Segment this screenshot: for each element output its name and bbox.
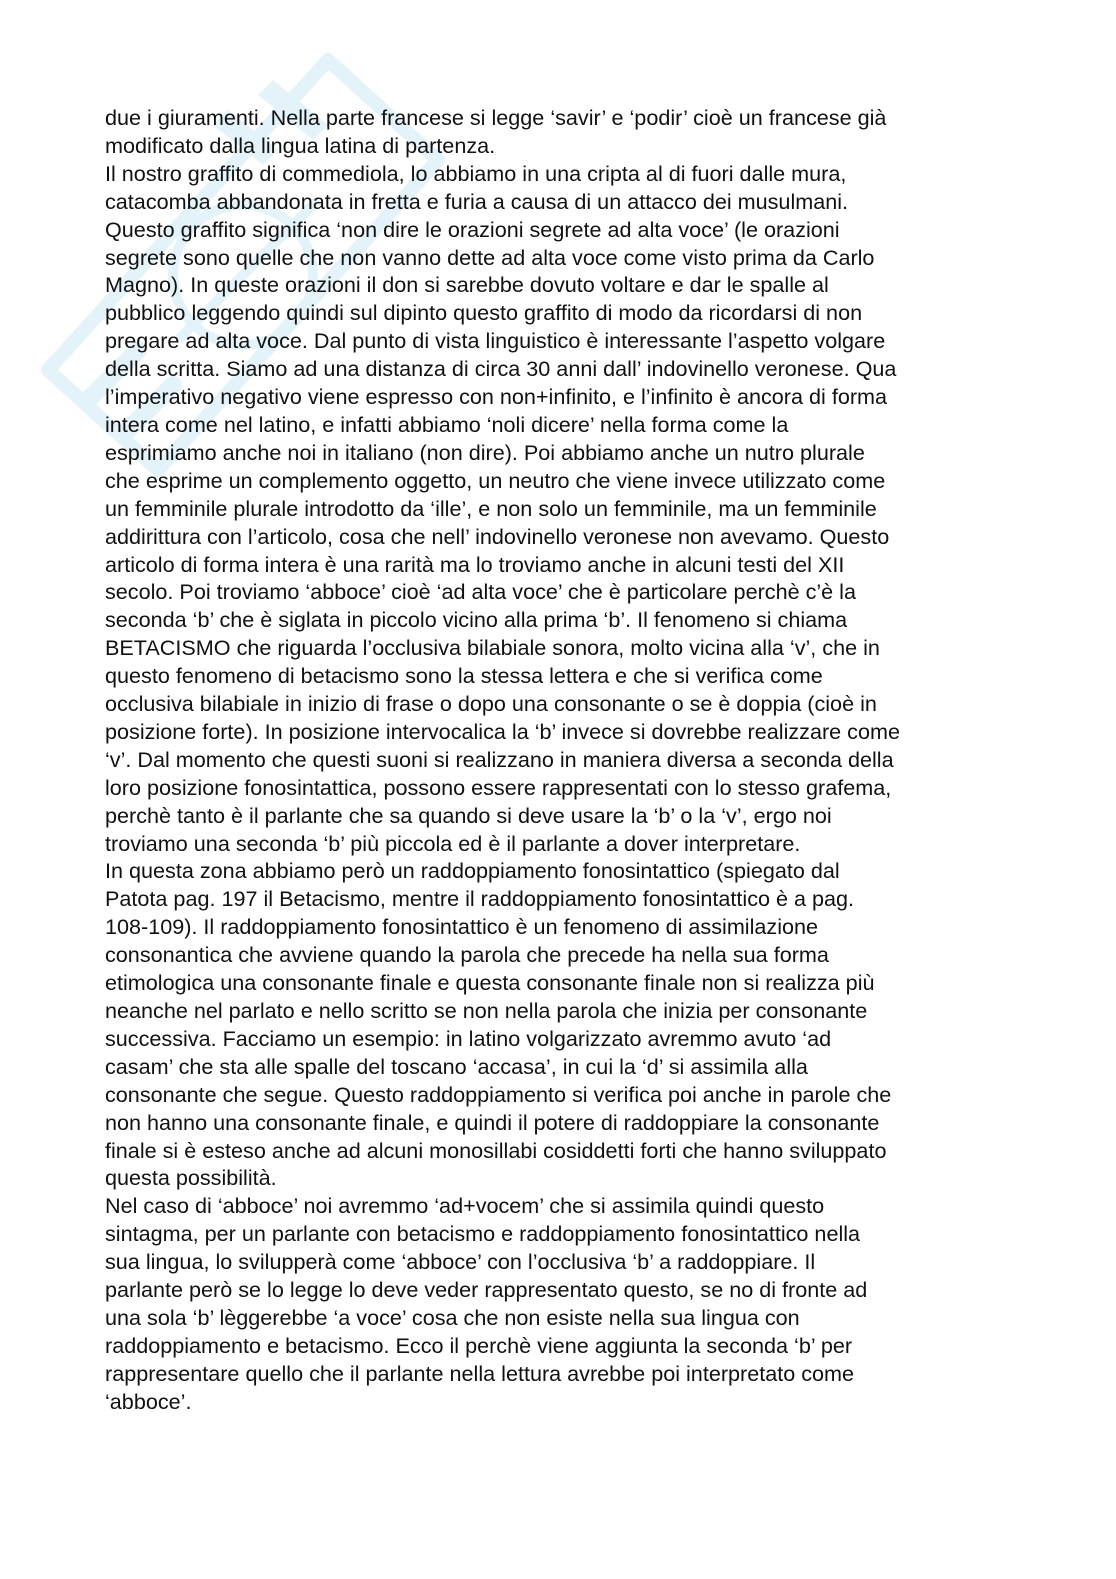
text-line: consonantica che avviene quando la parola che precede ha nella sua forma bbox=[105, 942, 829, 968]
text-line: segrete sono quelle che non vanno dette ad alta voce come visto prima da Carlo bbox=[105, 244, 875, 270]
text-line: Il nostro graffito di commediola, lo abbiamo in una cripta al di fuori dalle mura, bbox=[105, 160, 847, 186]
text-line: intera come nel latino, e infatti abbiamo ‘noli dicere’ nella forma come la bbox=[105, 411, 789, 437]
text-line: occlusiva bilabiale in inizio di frase o dopo una consonante o se è doppia (cioè in bbox=[105, 691, 877, 717]
text-line: consonante che segue. Questo raddoppiamento si verifica poi anche in parole che bbox=[105, 1081, 892, 1107]
text-line: pregare ad alta voce. Dal punto di vista linguistico è interessante l’aspetto volgare bbox=[105, 328, 886, 354]
text-line: Nel caso di ‘abboce’ noi avremmo ‘ad+vocem’ che si assimila quindi questo bbox=[105, 1193, 825, 1219]
text-line: posizione forte). In posizione intervocalica la ‘b’ invece si dovrebbe realizzare come bbox=[105, 718, 900, 744]
text-line: raddoppiamento e betacismo. Ecco il perchè viene aggiunta la seconda ‘b’ per bbox=[105, 1332, 853, 1358]
text-line: neanche nel parlato e nello scritto se non nella parola che inizia per consonante bbox=[105, 998, 868, 1023]
text-line: etimologica una consonante finale e questa consonante finale non si realizza più bbox=[105, 970, 875, 996]
text-line: rappresentare quello che il parlante nella lettura avrebbe poi interpretato come bbox=[105, 1360, 855, 1386]
text-line: Patota pag. 197 il Betacismo, mentre il raddoppiamento fonosintattico è a pag. bbox=[105, 886, 855, 912]
text-line: secolo. Poi troviamo ‘abboce’ cioè ‘ad alta voce’ che è particolare perchè c’è la bbox=[105, 579, 856, 605]
text-line: l’imperativo negativo viene espresso con non+infinito, e l’infinito è ancora di forma bbox=[105, 384, 888, 410]
text-line: esprimiamo anche noi in italiano (non dire). Poi abbiamo anche un nutro plurale bbox=[105, 439, 865, 465]
text-line: casam’ che sta alle spalle del toscano ‘accasa’, in cui la ‘d’ si assimila alla bbox=[105, 1053, 808, 1079]
text-line: della scritta. Siamo ad una distanza di circa 30 anni dall’ indovinello veronese. Qua bbox=[105, 356, 897, 382]
text-line: 108-109). Il raddoppiamento fonosintattico è un fenomeno di assimilazione bbox=[105, 914, 819, 940]
text-line: modificato dalla lingua latina di partenza. bbox=[105, 132, 496, 158]
text-line: questa possibilità. bbox=[105, 1165, 277, 1191]
text-line: finale si è esteso anche ad alcuni monosillabi cosiddetti forti che hanno sviluppato bbox=[105, 1137, 887, 1163]
text-line: due i giuramenti. Nella parte francese si legge ‘savir’ e ‘podir’ cioè un francese già bbox=[105, 105, 887, 130]
text-line: catacomba abbandonata in fretta e furia a causa di un attacco dei musulmani. bbox=[105, 188, 849, 214]
text-line: seconda ‘b’ che è siglata in piccolo vicino alla prima ‘b’. Il fenomeno si chiama bbox=[105, 607, 848, 633]
text-line: successiva. Facciamo un esempio: in latino volgarizzato avremmo avuto ‘ad bbox=[105, 1025, 832, 1051]
text-line: ‘abboce’. bbox=[105, 1388, 192, 1414]
text-line: loro posizione fonosintattica, possono essere rappresentati con lo stesso grafema, bbox=[105, 774, 892, 800]
text-line: una sola ‘b’ lèggerebbe ‘a voce’ cosa che non esiste nella sua lingua con bbox=[105, 1304, 800, 1330]
text-line: questo fenomeno di betacismo sono la stessa lettera e che si verifica come bbox=[105, 663, 823, 689]
text-line: ‘v’. Dal momento che questi suoni si realizzano in maniera diversa a seconda della bbox=[105, 746, 894, 772]
text-line: In questa zona abbiamo però un raddoppiamento fonosintattico (spiegato dal bbox=[105, 858, 840, 884]
document-body bbox=[105, 104, 1015, 1416]
text-line: BETACISMO che riguarda l’occlusiva bilabiale sonora, molto vicina alla ‘v’, che in bbox=[105, 635, 880, 661]
text-line: perchè tanto è il parlante che sa quando si deve usare la ‘b’ o la ‘v’, ergo noi bbox=[105, 802, 832, 828]
text-line: un femminile plurale introdotto da ‘ille’, e non solo un femminile, ma un femminile bbox=[105, 495, 877, 521]
text-line: troviamo una seconda ‘b’ più piccola ed è il parlante a dover interpretare. bbox=[105, 830, 801, 856]
text-line: sintagma, per un parlante con betacismo e raddoppiamento fonosintattico nella bbox=[105, 1221, 861, 1247]
text-line: Questo graffito significa ‘non dire le orazioni segrete ad alta voce’ (le orazioni bbox=[105, 216, 840, 242]
text-line: articolo di forma intera è una rarità ma lo troviamo anche in alcuni testi del XII bbox=[105, 551, 845, 577]
text-line: parlante però se lo legge lo deve veder rappresentato questo, se no di fronte ad bbox=[105, 1277, 868, 1303]
text-line: sua lingua, lo svilupperà come ‘abboce’ con l’occlusiva ‘b’ a raddoppiare. Il bbox=[105, 1249, 816, 1275]
text-line: pubblico leggendo quindi sul dipinto questo graffito di modo da ricordarsi di non bbox=[105, 300, 863, 326]
text-line: Magno). In queste orazioni il don si sarebbe dovuto voltare e dar le spalle al bbox=[105, 272, 829, 298]
text-line: che esprime un complemento oggetto, un neutro che viene invece utilizzato come bbox=[105, 467, 886, 493]
text-line: addirittura con l’articolo, cosa che nell’ indovinello veronese non avevamo. Questo bbox=[105, 523, 890, 549]
text-line: non hanno una consonante finale, e quindi il potere di raddoppiare la consonante bbox=[105, 1109, 880, 1135]
